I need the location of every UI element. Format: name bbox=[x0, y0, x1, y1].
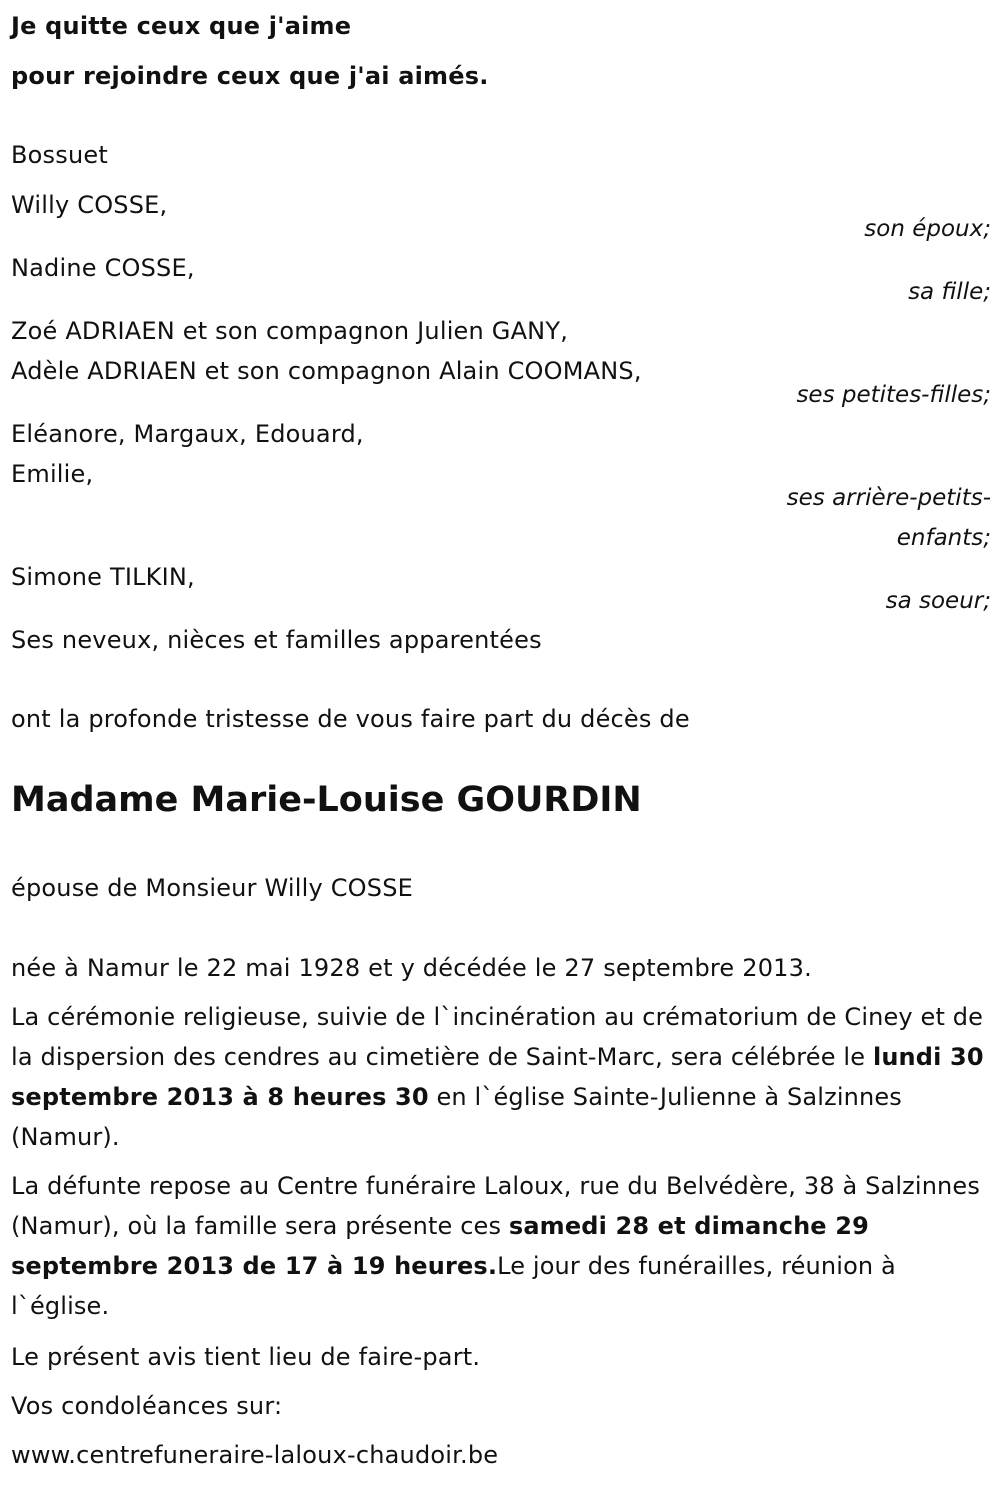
visitation-text-after: Le jour des funérailles, réunion à l`église. bbox=[11, 1252, 896, 1320]
family-role-sister: sa soeur; bbox=[885, 588, 991, 614]
family-role-daughter: sa fille; bbox=[908, 279, 991, 305]
visitation-paragraph bbox=[11, 1166, 991, 1326]
family-role-husband: son époux; bbox=[864, 216, 991, 242]
family-name-granddaughter-1: Zoé ADRIAEN et son compagnon Julien GANY, bbox=[11, 317, 569, 345]
family-name-granddaughter-2: Adèle ADRIAEN et son compagnon Alain COOMANS, bbox=[11, 357, 642, 385]
epigraph-line-1: Je quitte ceux que j'aime bbox=[11, 12, 352, 40]
family-name-sister: Simone TILKIN, bbox=[11, 563, 195, 591]
family-role-granddaughters: ses petites-filles; bbox=[796, 382, 991, 408]
ceremony-text-after: en l`église Sainte-Julienne à Salzinnes (Namur). bbox=[11, 1083, 902, 1151]
family-name-greatgrandchildren-2: Emilie, bbox=[11, 460, 94, 488]
family-name-greatgrandchildren-1: Eléanore, Margaux, Edouard, bbox=[11, 420, 364, 448]
family-role-greatgrandchildren-line-2: enfants; bbox=[896, 525, 991, 551]
notice-line: Le présent avis tient lieu de faire-part. bbox=[11, 1343, 481, 1371]
place-name: Bossuet bbox=[11, 141, 108, 169]
announcement-text: ont la profonde tristesse de vous faire part du décès de bbox=[11, 705, 690, 733]
spouse-line: épouse de Monsieur Willy COSSE bbox=[11, 874, 413, 902]
ceremony-date: lundi 30 septembre 2013 à 8 heures 30 bbox=[11, 1043, 984, 1111]
visitation-dates: samedi 28 et dimanche 29 septembre 2013 de 17 à 19 heures. bbox=[11, 1212, 869, 1280]
ceremony-text-before: La cérémonie religieuse, suivie de l`incinération au crématorium de Ciney et de la dispersion des cendres au cimetière de Saint-Marc, sera célébrée le bbox=[11, 1003, 984, 1071]
deceased-name: Madame Marie-Louise GOURDIN bbox=[11, 780, 642, 820]
family-role-greatgrandchildren-line-1: ses arrière-petits- bbox=[786, 485, 991, 511]
birth-death-line: née à Namur le 22 mai 1928 et y décédée le 27 septembre 2013. bbox=[11, 954, 812, 982]
visitation-text-before: La défunte repose au Centre funéraire Laloux, rue du Belvédère, 38 à Salzinnes (Namur), où la famille sera présente ces bbox=[11, 1172, 980, 1240]
epigraph-line-2: pour rejoindre ceux que j'ai aimés. bbox=[11, 62, 489, 90]
condolences-label: Vos condoléances sur: bbox=[11, 1392, 283, 1420]
family-name-daughter: Nadine COSSE, bbox=[11, 254, 195, 282]
extended-family: Ses neveux, nièces et familles apparentées bbox=[11, 626, 542, 654]
ceremony-paragraph bbox=[11, 997, 991, 1157]
website-link[interactable]: www.centrefuneraire-laloux-chaudoir.be bbox=[11, 1441, 499, 1469]
family-name-husband: Willy COSSE, bbox=[11, 191, 168, 219]
